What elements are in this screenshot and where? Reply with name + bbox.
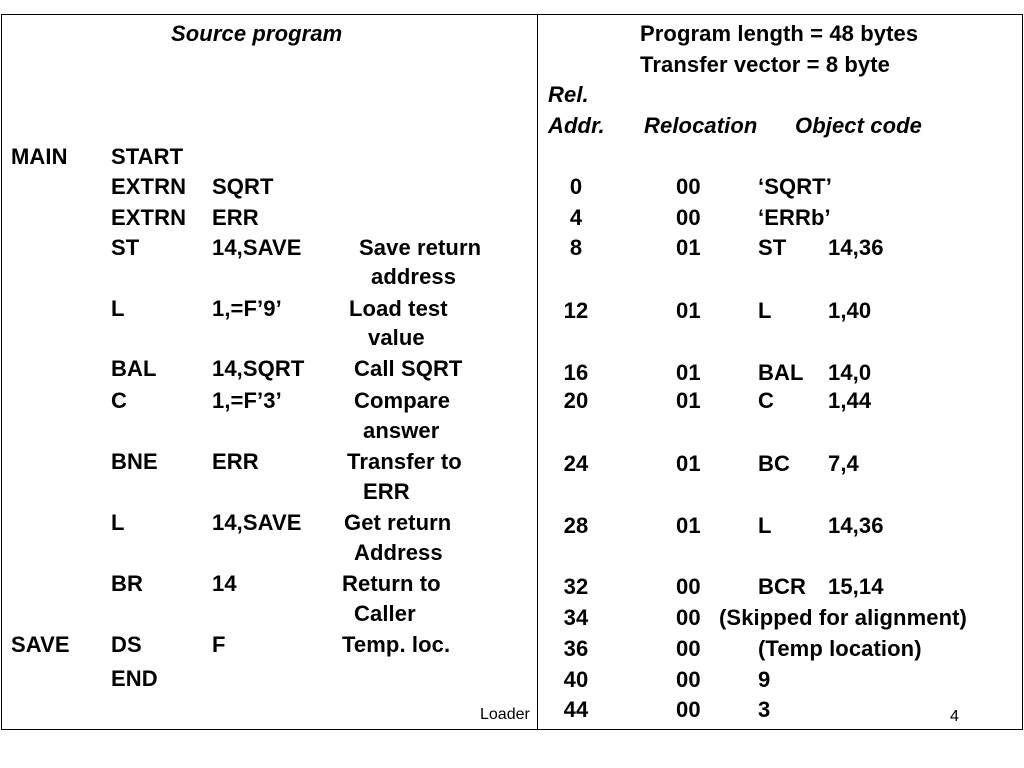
page-number: 4 <box>950 708 959 725</box>
op-end: END <box>111 666 158 691</box>
arg-br: 14 <box>212 571 237 596</box>
code-24: BC <box>758 451 790 476</box>
comment-c: Compare <box>354 388 451 413</box>
op-start: START <box>111 144 184 169</box>
comment-br-2: Caller <box>354 601 416 626</box>
code-12: L <box>758 298 772 323</box>
arg-l-1: 1,=F’9’ <box>212 296 282 321</box>
addr-34: 34 <box>563 605 589 630</box>
code-36: (Temp location) <box>758 636 922 661</box>
code-16: BAL <box>758 360 804 385</box>
arg-c: 1,=F’3’ <box>212 388 282 413</box>
code-28: L <box>758 513 772 538</box>
reloc-16: 01 <box>676 360 701 385</box>
comment-l-2-2: Address <box>354 540 443 565</box>
reloc-34: 00 <box>676 605 701 630</box>
addr-28: 28 <box>563 513 589 538</box>
op-ds: DS <box>111 632 142 657</box>
label-save: SAVE <box>11 632 70 657</box>
code-20: C <box>758 388 774 413</box>
arg-ds: F <box>212 632 226 657</box>
addr-32: 32 <box>563 574 589 599</box>
operand-20: 1,44 <box>828 388 872 413</box>
reloc-36: 00 <box>676 636 701 661</box>
addr-4: 4 <box>569 205 583 230</box>
reloc-28: 01 <box>676 513 701 538</box>
comment-l-2: Get return <box>344 510 452 535</box>
code-0: ‘SQRT’ <box>758 174 832 199</box>
reloc-0: 00 <box>676 174 701 199</box>
code-4: ‘ERRb’ <box>758 205 831 230</box>
comment-c-2: answer <box>363 418 440 443</box>
reloc-4: 00 <box>676 205 701 230</box>
header-object-code: Object code <box>795 113 923 138</box>
label-main: MAIN <box>11 144 68 169</box>
arg-bal: 14,SQRT <box>212 356 305 381</box>
header-addr: Addr. <box>548 113 605 138</box>
comment-br: Return to <box>342 571 441 596</box>
operand-24: 7,4 <box>828 451 859 476</box>
code-8: ST <box>758 235 787 260</box>
header-rel: Rel. <box>548 82 589 107</box>
source-program-title: Source program <box>171 21 343 46</box>
reloc-32: 00 <box>676 574 701 599</box>
arg-bne: ERR <box>212 449 259 474</box>
op-extrn-1: EXTRN <box>111 174 187 199</box>
operand-32: 15,14 <box>828 574 884 599</box>
comment-ds: Temp. loc. <box>342 632 451 657</box>
comment-bne: Transfer to <box>347 449 462 474</box>
addr-40: 40 <box>563 667 589 692</box>
op-br: BR <box>111 571 143 596</box>
code-44: 3 <box>758 697 771 722</box>
arg-err: ERR <box>212 205 259 230</box>
program-length: Program length = 48 bytes <box>640 21 919 46</box>
column-divider <box>537 14 538 730</box>
code-40: 9 <box>758 667 771 692</box>
op-extrn-2: EXTRN <box>111 205 187 230</box>
comment-bal: Call SQRT <box>354 356 463 381</box>
addr-20: 20 <box>563 388 589 413</box>
reloc-40: 00 <box>676 667 701 692</box>
op-bne: BNE <box>111 449 158 474</box>
op-l-2: L <box>111 510 125 535</box>
op-l-1: L <box>111 296 125 321</box>
operand-28: 14,36 <box>828 513 884 538</box>
operand-16: 14,0 <box>828 360 872 385</box>
op-st: ST <box>111 235 140 260</box>
comment-st-2: address <box>371 264 457 289</box>
footer-label: Loader <box>480 706 530 723</box>
transfer-vector: Transfer vector = 8 byte <box>640 52 891 77</box>
comment-l-1-2: value <box>368 325 425 350</box>
addr-36: 36 <box>563 636 589 661</box>
code-32: BCR <box>758 574 806 599</box>
arg-l-2: 14,SAVE <box>212 510 302 535</box>
header-relocation: Relocation <box>644 113 758 138</box>
arg-sqrt: SQRT <box>212 174 274 199</box>
comment-bne-2: ERR <box>363 479 410 504</box>
comment-l-1: Load test <box>349 296 448 321</box>
code-34: (Skipped for alignment) <box>719 605 967 630</box>
comment-st: Save return <box>359 235 482 260</box>
operand-8: 14,36 <box>828 235 884 260</box>
addr-12: 12 <box>563 298 589 323</box>
reloc-44: 00 <box>676 697 701 722</box>
addr-8: 8 <box>569 235 583 260</box>
op-bal: BAL <box>111 356 157 381</box>
reloc-12: 01 <box>676 298 701 323</box>
arg-st: 14,SAVE <box>212 235 302 260</box>
reloc-20: 01 <box>676 388 701 413</box>
operand-12: 1,40 <box>828 298 872 323</box>
addr-16: 16 <box>563 360 589 385</box>
addr-0: 0 <box>569 174 583 199</box>
addr-24: 24 <box>563 451 589 476</box>
addr-44: 44 <box>563 697 589 722</box>
reloc-24: 01 <box>676 451 701 476</box>
op-c: C <box>111 388 127 413</box>
reloc-8: 01 <box>676 235 701 260</box>
